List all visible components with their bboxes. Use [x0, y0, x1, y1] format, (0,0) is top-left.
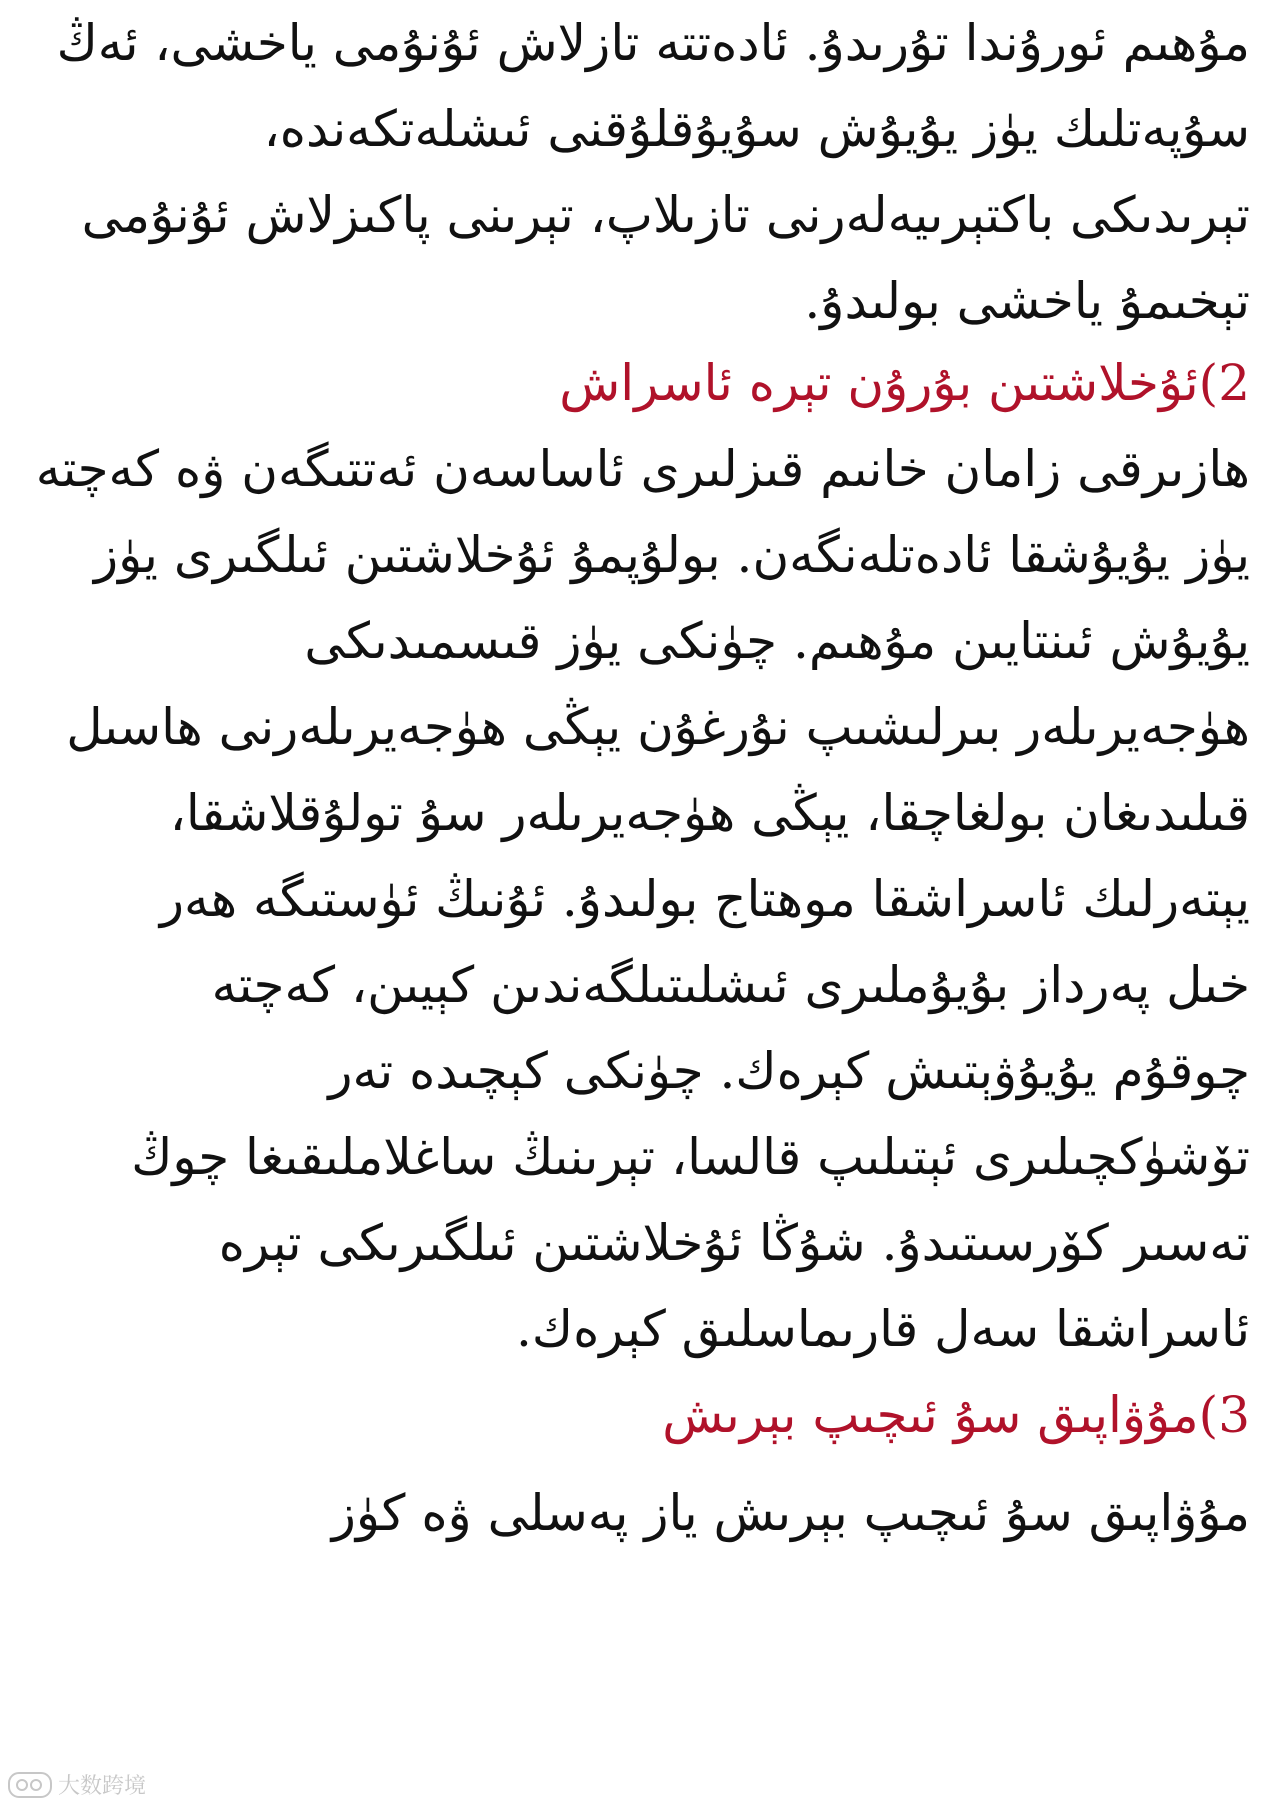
section-heading-3: [662, 1372, 1250, 1458]
heading-3-text: مۇۋاپىق سۇ ئىچىپ بېرىش: [662, 1386, 1199, 1444]
paragraph-2-line-1: ھازىرقى زامان خانىم قىزلىرى ئاساسەن ئەتتىگەن ۋە كەچتە: [35, 440, 1250, 498]
heading-2-text: ئۇخلاشتىن بۇرۇن تېرە ئاسراش: [559, 354, 1199, 412]
paragraph-3-line-1: مۇۋاپىق سۇ ئىچىپ بېرىش ياز پەسلى ۋە كۈز: [331, 1484, 1250, 1542]
section-heading-2: [559, 340, 1250, 426]
paragraph-2-line-9: تۆشۈكچىلىرى ئېتىلىپ قالسا، تېرىنىڭ ساغلاملىقىغا چوڭ: [131, 1128, 1250, 1186]
watermark-text: 大数跨境: [58, 1774, 147, 1799]
heading-2-number: 2): [1198, 354, 1250, 412]
paragraph-2-line-5: قىلىدىغان بولغاچقا، يېڭى ھۈجەيرىلەر سۇ تولۇقلاشقا،: [169, 784, 1250, 842]
paragraph-2-line-7: خىل پەرداز بۇيۇملىرى ئىشلىتىلگەندىن كېيىن، كەچتە: [211, 956, 1250, 1014]
paragraph-1-line-3: تېرىدىكى باكتېرىيەلەرنى تازىلاپ، تېرىنى پاكىزلاش ئۇنۇمى: [81, 186, 1250, 244]
paragraph-2-line-4: ھۈجەيرىلەر بىرلىشىپ نۇرغۇن يېڭى ھۈجەيرىلەرنى ھاسىل: [66, 698, 1250, 756]
paragraph-2-line-10: تەسىر كۆرسىتىدۇ. شۇڭا ئۇخلاشتىن ئىلگىرىكى تېرە: [218, 1214, 1250, 1272]
paragraph-2-line-6: يېتەرلىك ئاسراشقا موھتاج بولىدۇ. ئۇنىڭ ئۈستىگە ھەر: [159, 870, 1250, 928]
logo-icon: [8, 1772, 52, 1798]
paragraph-1-line-2: سۇپەتلىك يۈز يۇيۇش سۇيۇقلۇقنى ئىشلەتكەندە،: [263, 100, 1250, 158]
paragraph-1-line-1: مۇھىم ئورۇندا تۇرىدۇ. ئادەتتە تازلاش ئۇنۇمى ياخشى، ئەڭ: [56, 14, 1250, 72]
paragraph-1-line-4: تېخىمۇ ياخشى بولىدۇ.: [804, 272, 1250, 330]
paragraph-2-line-11: ئاسراشقا سەل قارىماسلىق كېرەك.: [515, 1300, 1250, 1358]
paragraph-2-line-3: يۇيۇش ئىنتايىن مۇھىم. چۈنكى يۈز قىسمىدىكى: [304, 612, 1250, 670]
paragraph-2-line-2: يۈز يۇيۇشقا ئادەتلەنگەن. بولۇپمۇ ئۇخلاشتىن ئىلگىرى يۈز: [94, 526, 1250, 584]
paragraph-2-line-8: چوقۇم يۇيۇۋېتىش كېرەك. چۈنكى كېچىدە تەر: [328, 1042, 1250, 1100]
heading-3-number: 3): [1198, 1386, 1250, 1444]
watermark: [8, 1769, 146, 1800]
